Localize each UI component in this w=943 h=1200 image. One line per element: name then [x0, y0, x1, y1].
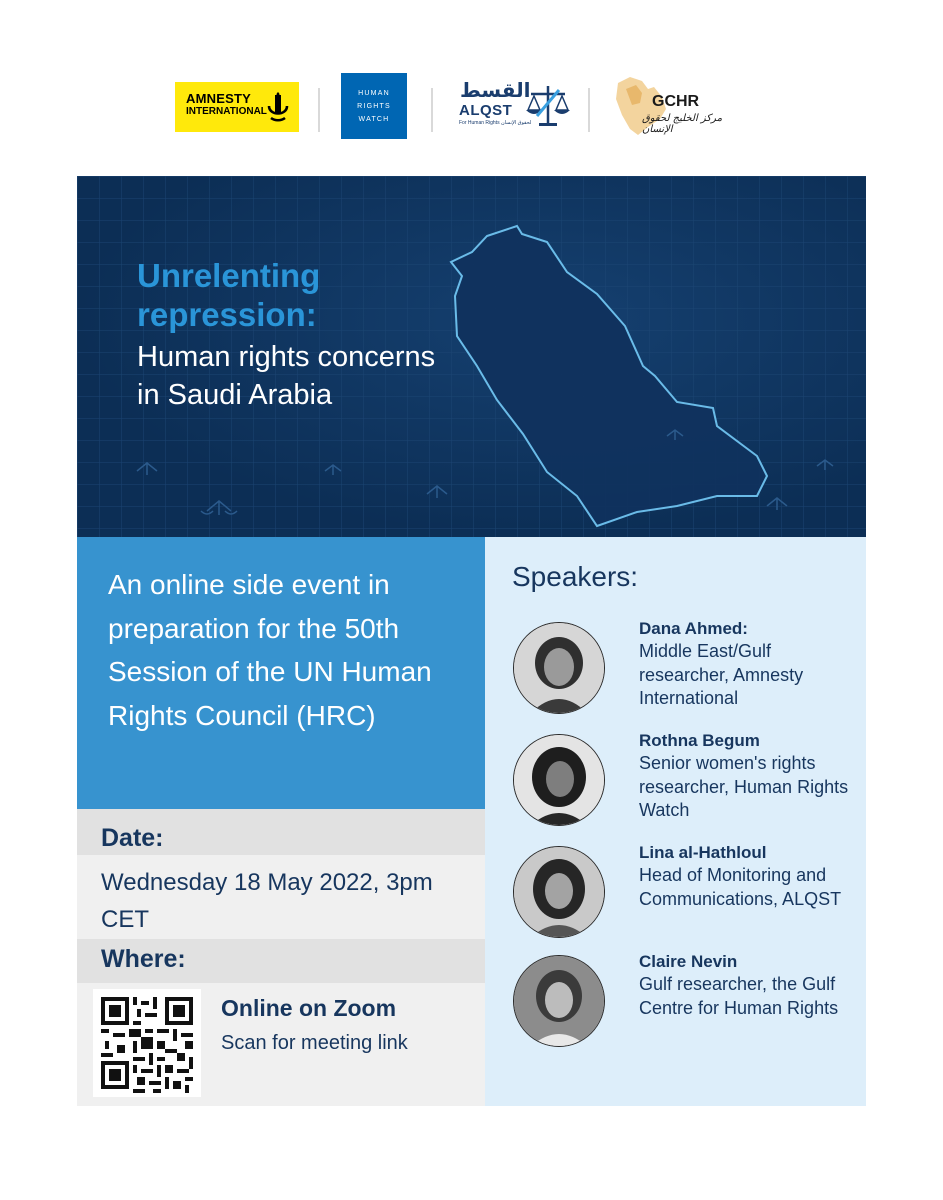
avatar — [513, 622, 605, 714]
qr-code-icon — [93, 989, 201, 1097]
speaker-role: Gulf researcher, the Gulf Centre for Human Rights — [639, 974, 839, 1018]
event-title-bold: Unrelenting repression: — [137, 257, 321, 333]
alqst-logo — [455, 78, 570, 134]
amnesty-logo-line1: AMNESTY — [186, 91, 251, 106]
event-details — [77, 809, 485, 1106]
speaker-name: Lina al-Hathloul — [639, 843, 767, 862]
qr-code[interactable] — [93, 989, 201, 1097]
hrw-logo-line2: RIGHTS — [357, 103, 391, 110]
event-description: An online side event in preparation for the 50th Session of the UN Human Rights Council (HRC) — [108, 569, 432, 731]
speaker-role: Middle East/Gulf researcher, Amnesty International — [639, 641, 804, 708]
gchr-logo — [612, 75, 752, 139]
gchr-logo-name: GCHR — [652, 93, 700, 110]
event-title — [137, 256, 437, 414]
speaker-name: Dana Ahmed: — [639, 619, 748, 638]
person-photo-icon — [514, 956, 604, 1046]
logo-separator — [318, 88, 320, 132]
speaker-card — [485, 843, 866, 941]
alqst-logo-arabic: القسط — [460, 78, 531, 102]
event-title-subtitle: Human rights concerns in Saudi Arabia — [137, 341, 436, 411]
person-photo-icon — [514, 847, 604, 937]
speakers-panel — [485, 537, 866, 1106]
event-description-box — [77, 537, 485, 809]
speakers-title: Speakers: — [512, 561, 639, 592]
speaker-card — [485, 952, 866, 1050]
speaker-name: Claire Nevin — [639, 952, 738, 971]
amnesty-logo — [175, 82, 299, 132]
avatar — [513, 734, 605, 826]
candle-icon — [267, 92, 289, 124]
speaker-role: Senior women's rights researcher, Human Rights Watch — [639, 753, 849, 820]
hero-banner — [77, 176, 866, 537]
where-label: Where: — [101, 945, 186, 973]
gchr-logo-arabic: مركز الخليج لحقوق الإنسان — [642, 113, 723, 135]
hrw-logo — [341, 73, 407, 139]
logo-bar — [0, 0, 943, 176]
date-label: Date: — [101, 824, 164, 852]
scales-icon — [525, 80, 571, 130]
speaker-name: Rothna Begum — [639, 731, 760, 750]
zoom-title: Online on Zoom — [221, 995, 397, 1021]
person-photo-icon — [514, 735, 604, 825]
date-value: Wednesday 18 May 2022, 3pm CET — [101, 869, 433, 933]
avatar — [513, 955, 605, 1047]
alqst-logo-sub: For Human Rights لحقوق الإنسان — [459, 120, 532, 126]
logo-separator — [431, 88, 433, 132]
hrw-logo-line3: WATCH — [358, 116, 390, 123]
logo-separator — [588, 88, 590, 132]
alqst-logo-name: ALQST — [459, 102, 513, 119]
avatar — [513, 846, 605, 938]
zoom-instructions: Scan for meeting link — [221, 1032, 408, 1054]
hrw-logo-line1: HUMAN — [358, 90, 390, 97]
speaker-role: Head of Monitoring and Communications, ALQST — [639, 865, 842, 909]
person-photo-icon — [514, 623, 604, 713]
amnesty-logo-line2: INTERNATIONAL — [186, 106, 267, 117]
speaker-card — [485, 731, 866, 829]
speaker-card — [485, 619, 866, 717]
